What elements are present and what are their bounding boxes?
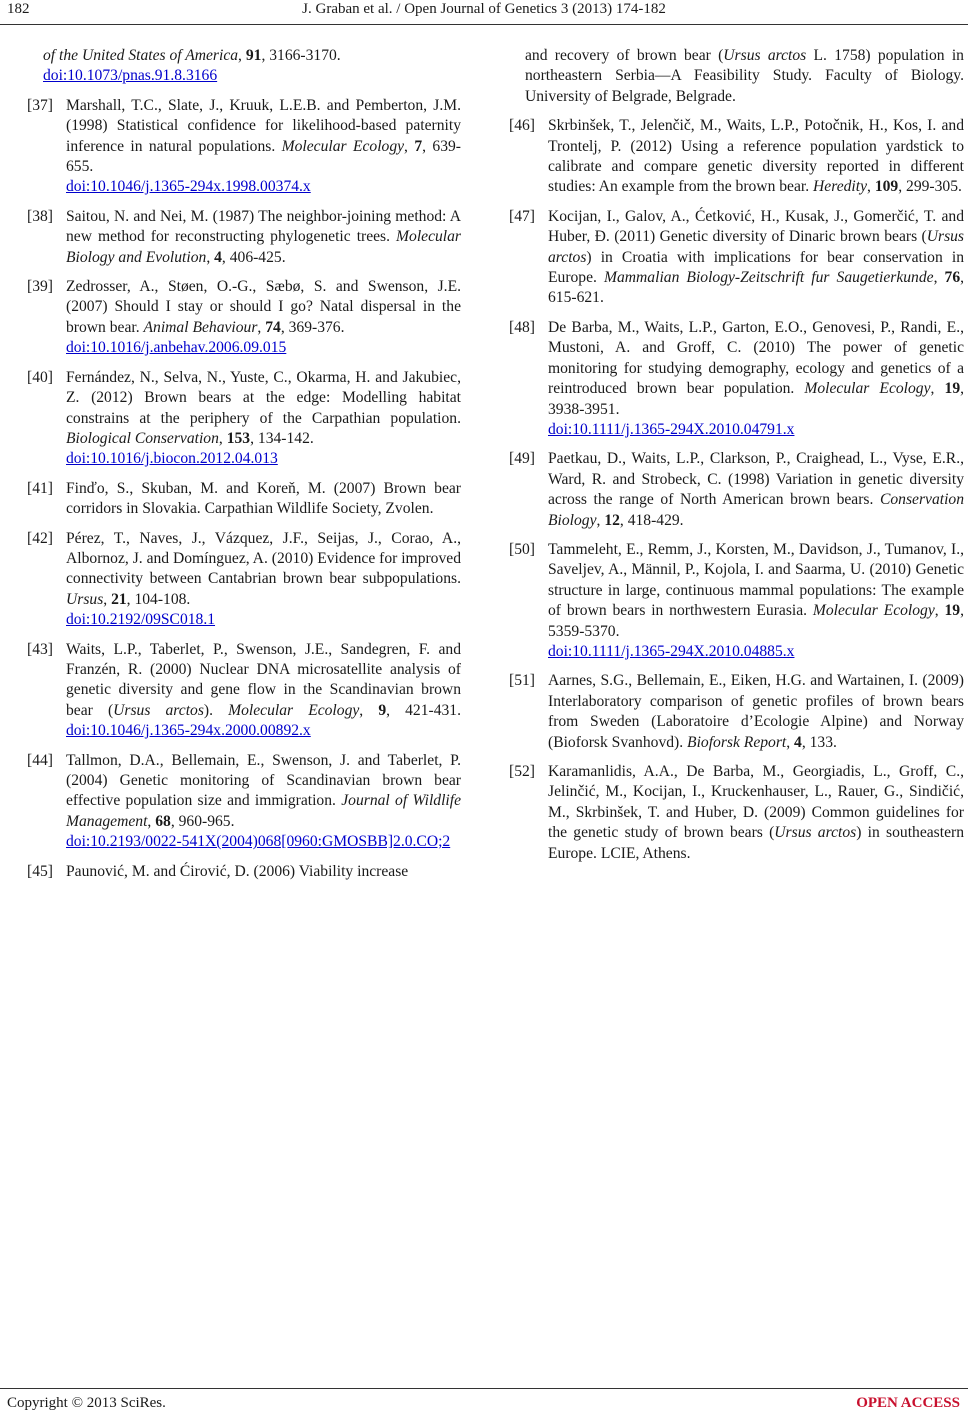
doi-link[interactable]: doi:10.1016/j.biocon.2012.04.013 (66, 450, 278, 468)
ref-pages: , 104-108. (126, 590, 191, 608)
page-number: 182 (7, 1, 30, 17)
doi-link[interactable]: doi:10.1111/j.1365-294X.2010.04791.x (548, 420, 795, 438)
reference-continuation (509, 46, 964, 107)
ref-authors: Paunović, M. and Ćirović, D. (2006) Viability increase (66, 862, 409, 880)
ref-authors: Paetkau, D., Waits, L.P., Clarkson, P., Craighead, L., Vyse, E.R., Ward, R. and Strobeck, C. (1998) Variation in genetic diversity across the range of North American brown bears. (548, 450, 964, 509)
ref-volume: 4 (794, 733, 802, 751)
page-header (0, 0, 968, 22)
ref-label: [43] (27, 640, 53, 658)
doi-link[interactable]: doi:10.1111/j.1365-294X.2010.04885.x (548, 642, 795, 660)
footer-rule (0, 1388, 968, 1389)
ref-label: [45] (27, 862, 53, 880)
ref-body (548, 449, 964, 531)
ref-text: L. 1758) population in northeastern Serbia—A Feasibility Study. Faculty of Biology. University of Belgrade, Belgrade. (525, 47, 964, 105)
ref-label: [44] (27, 751, 53, 769)
ref-body (548, 671, 964, 753)
ref-text: ) in Croatia with implications for bear conservation in Europe. (548, 248, 964, 287)
ref-pages: , 3166-3170. (261, 47, 341, 64)
ref-label: [41] (27, 479, 53, 497)
ref-label: [50] (509, 540, 535, 558)
reference-continuation (27, 46, 461, 87)
ref-separator: , (934, 602, 945, 620)
reference-entry (27, 479, 461, 520)
reference-entry (509, 540, 964, 662)
ref-label: [39] (27, 278, 53, 296)
ref-pages: , 133. (801, 733, 837, 751)
ref-authors: Pérez, T., Naves, J., Vázquez, J.F., Seijas, J., Corao, A., Albornoz, J. and Domínguez, A. (2010) Evidence for improved connectivity between Cantabrian brown bear subpopulations. (66, 529, 461, 588)
ref-pages: , 5359-5370. (548, 602, 964, 640)
ref-separator: , (786, 733, 795, 751)
ref-species: Ursus arctos (113, 701, 204, 719)
ref-volume: 76 (944, 269, 961, 287)
ref-separator: , (103, 590, 112, 608)
ref-pages: , 134-142. (250, 429, 314, 447)
reference-entry (27, 529, 461, 631)
ref-volume: 153 (226, 429, 251, 447)
ref-label: [40] (27, 368, 53, 386)
ref-authors: Tallmon, D.A., Bellemain, E., Swenson, J. and Taberlet, P. (2004) Genetic monitoring of Scandinavian brown bear effective population size and immigration. (66, 751, 461, 810)
reference-entry (509, 762, 964, 864)
ref-body (66, 368, 461, 470)
ref-journal: Mammalian Biology-Zeitschrift fur Saugetierkunde (604, 269, 934, 287)
ref-species: Ursus arctos (723, 47, 807, 64)
doi-link[interactable]: doi:10.1016/j.anbehav.2006.09.015 (66, 339, 287, 357)
ref-authors: Karamanlidis, A.A., De Barba, M., Georgiadis, L., Groff, C., Jelinčić, M., Kocijan, I., Kruckenhauser, L., Rauer, G., Sindičić, M., Skrbinšek, T. and Huber, D. (2009) Common guidelines for the genetic study of brown bears ( (548, 763, 964, 842)
reference-entry (509, 318, 964, 440)
ref-separator: , (238, 47, 246, 64)
ref-pages: , 639-655. (66, 137, 461, 176)
ref-body (66, 277, 461, 359)
ref-volume: 7 (414, 137, 423, 155)
right-column (509, 46, 964, 873)
ref-pages: , 406-425. (221, 248, 286, 266)
copyright-text: Copyright © 2013 SciRes. (7, 1395, 166, 1411)
reference-entry (27, 368, 461, 470)
ref-separator: , (404, 137, 415, 155)
doi-link[interactable]: doi:10.2192/09SC018.1 (66, 611, 216, 629)
ref-body (66, 640, 461, 742)
ref-label: [51] (509, 672, 535, 690)
ref-volume: 109 (874, 178, 899, 196)
ref-authors: Skrbinšek, T., Jelenčič, M., Waits, L.P., Potočnik, H., Kos, I. and Trontelj, P. (2012) Using a reference population yardstick to calibrate and compare genetic diversity reported in different studies: An example from the brown bear. (548, 117, 964, 196)
ref-authors: De Barba, M., Waits, L.P., Garton, E.O., Genovesi, P., Randi, E., Mustoni, A. and Groff, C. (2010) The power of genetic monitoring for studying demography, ecology and genetics of a reintroduced brown bear population. (548, 318, 964, 398)
ref-authors: Fernández, N., Selva, N., Yuste, C., Okarma, H. and Jakubiec, Z. (2012) Brown bears at the edge: Modelling habitat constrains at the periphery of the Carpathian population. (66, 368, 461, 427)
ref-text: ). (203, 701, 229, 719)
ref-separator: , (147, 812, 156, 830)
ref-label: [46] (509, 117, 535, 135)
ref-pages: , 418-429. (619, 511, 684, 529)
ref-label: [37] (27, 96, 53, 114)
ref-authors: Saitou, N. and Nei, M. (1987) The neighbor-joining method: A new method for reconstructing phylogenetic trees. (66, 207, 461, 246)
reference-entry (509, 671, 964, 753)
ref-authors: Aarnes, S.G., Bellemain, E., Eiken, H.G. and Wartainen, I. (2009) Interlaboratory comparison of genetic profiles of brown bears from Sweden (Laboratoire d’Ecologie Alpine) and Norway (Bioforsk Svanhovd). (548, 672, 964, 751)
reference-entry (509, 207, 964, 309)
ref-body (548, 318, 964, 440)
ref-label: [42] (27, 529, 53, 547)
ref-label: [49] (509, 450, 535, 468)
ref-species: Ursus arctos (774, 824, 857, 842)
ref-volume: 19 (944, 602, 961, 620)
ref-volume: 4 (214, 248, 222, 266)
ref-label: [48] (509, 318, 535, 336)
ref-body (548, 762, 964, 864)
open-access-label: OPEN ACCESS (856, 1395, 960, 1411)
ref-journal: Molecular Biology and Evolution (66, 228, 461, 266)
reference-entry (27, 862, 461, 882)
ref-separator: , (257, 318, 266, 336)
reference-entry (27, 96, 461, 198)
ref-journal: Journal of Wildlife Management (66, 792, 461, 830)
ref-body (66, 207, 461, 268)
ref-volume: 21 (111, 590, 127, 608)
ref-separator: , (206, 248, 215, 266)
ref-journal: Conservation Biology (548, 491, 964, 529)
ref-volume: 12 (604, 511, 620, 529)
ref-body (548, 207, 964, 309)
ref-separator: , (933, 269, 945, 287)
ref-body (66, 479, 461, 520)
ref-label: [38] (27, 207, 53, 225)
ref-pages: , 3938-3951. (548, 380, 965, 418)
ref-label: [47] (509, 207, 535, 225)
ref-pages: , 960-965. (170, 812, 235, 830)
ref-journal: Molecular Ecology (804, 380, 931, 398)
ref-journal: Heredity (813, 178, 868, 196)
ref-authors: Finďo, S., Skuban, M. and Koreň, M. (2007) Brown bear corridors in Slovakia. Carpathian Wildlife Society, Zvolen. (66, 479, 461, 518)
right-reference-list (509, 116, 964, 864)
reference-entry (27, 207, 461, 268)
doi-link[interactable]: doi:10.1046/j.1365-294x.1998.00374.x (66, 178, 311, 196)
ref-journal: Biological Conservation (66, 429, 219, 447)
ref-separator: , (867, 178, 875, 196)
header-rule (0, 24, 968, 25)
ref-body (66, 862, 461, 882)
reference-entry (509, 449, 964, 531)
ref-authors: Waits, L.P., Taberlet, P., Swenson, J.E., Sandegren, F. and Franzén, R. (2000) Nuclear DNA microsatellite analysis of genetic diversity and gene flow in the Scandinavian brown bear ( (66, 640, 461, 719)
ref-journal: Bioforsk Report (687, 733, 787, 751)
running-head: J. Graban et al. / Open Journal of Genetics 3 (2013) 174-182 (302, 1, 666, 17)
doi-link[interactable]: doi:10.1046/j.1365-294x.2000.00892.x (66, 722, 311, 740)
ref-separator: , (596, 511, 605, 529)
ref-journal: Molecular Ecology (281, 137, 405, 155)
ref-body (548, 540, 964, 662)
reference-entry (509, 116, 964, 198)
ref-journal: of the United States of America (43, 47, 239, 64)
left-column (27, 46, 461, 891)
reference-entry (27, 277, 461, 359)
left-reference-list (27, 96, 461, 882)
ref-label: [52] (509, 763, 535, 780)
ref-authors: Tammeleht, E., Remm, J., Korsten, M., Davidson, J., Tumanov, I., Saveljev, A., Männil, P., Kojola, I. and Saarma, U. (2010) Genetic structure in large, continuous mammal populations: The example of brown bears in northwestern Eurasia. (548, 540, 964, 620)
ref-authors: Marshall, T.C., Slate, J., Kruuk, L.E.B. and Pemberton, J.M. (1998) Statistical confidence for likelihood-based paternity inference in natural populations. (66, 96, 461, 155)
ref-pages: , 369-376. (280, 318, 345, 336)
reference-entry (27, 640, 461, 742)
ref-authors: Kocijan, I., Galov, A., Ćetković, H., Kusak, J., Gomerčić, T. and Huber, Đ. (2011) Genetic diversity of Dinaric brown bears ( (548, 207, 964, 246)
doi-link[interactable]: doi:10.1073/pnas.91.8.3166 (43, 67, 218, 85)
ref-journal: Molecular Ecology (812, 602, 935, 620)
ref-text: and recovery of brown bear ( (525, 47, 724, 64)
ref-authors: Zedrosser, A., Støen, O.-G., Sæbø, S. and Swenson, J.E. (2007) Should I stay or should I go? Natal dispersal in the brown bear. (66, 278, 461, 336)
ref-volume: 68 (155, 812, 171, 830)
ref-pages: , 615-621. (548, 269, 965, 307)
ref-volume: 9 (378, 701, 387, 719)
ref-species: Ursus arctos (548, 228, 964, 266)
ref-text: ) in southeastern Europe. LCIE, Athens. (548, 824, 964, 862)
ref-separator: , (218, 429, 227, 447)
doi-link[interactable]: doi:10.2193/0022-541X(2004)068[0960:GMOSBB]2.0.CO;2 (66, 833, 451, 851)
ref-pages: , 299-305. (898, 178, 962, 196)
ref-body (66, 529, 461, 631)
ref-journal: Animal Behaviour (143, 318, 258, 336)
ref-pages: , 421-431. (386, 701, 461, 719)
ref-body (66, 96, 461, 198)
ref-body (66, 751, 461, 853)
ref-journal: Ursus (66, 590, 104, 608)
ref-volume: 91 (245, 47, 262, 64)
ref-separator: , (359, 701, 379, 719)
ref-volume: 74 (265, 318, 281, 336)
ref-body (548, 116, 964, 198)
ref-volume: 19 (944, 380, 961, 398)
reference-entry (27, 751, 461, 853)
ref-separator: , (930, 380, 945, 398)
ref-journal: Molecular Ecology (228, 701, 360, 719)
